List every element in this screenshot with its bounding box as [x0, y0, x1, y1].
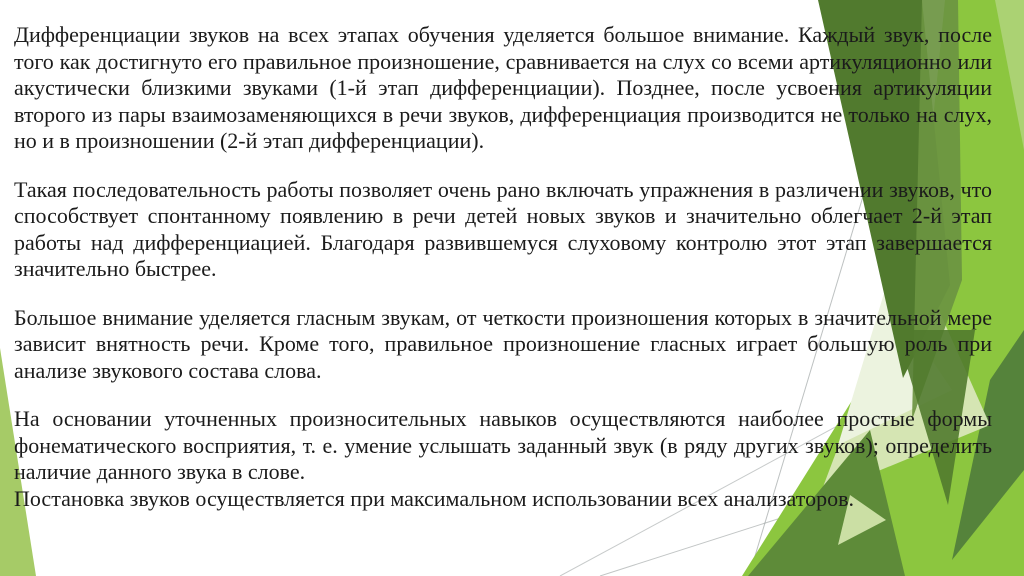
paragraph-phonemic-perception: На основании уточненных произносительных навыков осуществляются наиболее простые формы фонематического восприятия, т. е. умение услышать заданный звук (в ряду других звуков); определить наличие данного звука в слове. — [14, 406, 992, 484]
paragraph-differentiation-stages: Дифференциации звуков на всех этапах обучения уделяется большое внимание. Каждый звук, после того как достигнуто его правильное произношение, сравнивается на слух со всеми артикуляционно или акустически близкими звуками (1-й этап дифференциации). Позднее, после усвоения артикуляции второго из пары взаимозаменяющихся в речи звуков, дифференциация производится не только на слух, но и в произношении (2-й этап дифференциации). — [14, 22, 992, 153]
slide-body-text — [14, 22, 992, 512]
paragraph-sound-production: Постановка звуков осуществляется при максимальном использовании всех анализаторов. — [14, 485, 854, 511]
paragraph-vowel-attention: Большое внимание уделяется гласным звукам, от четкости произношения которых в значительной мере зависит внятность речи. Кроме того, правильное произношение гласных играет большую роль при анализе звукового состава слова. — [14, 304, 992, 383]
paragraph-work-sequence: Такая последовательность работы позволяет очень рано включать упражнения в различении звуков, что способствует спонтанному появлению в речи детей новых звуков и значительно облегчает 2-й этап работы над дифференциацией. Благодаря развившемуся слуховому контролю этот этап завершается значительно быстрее. — [14, 176, 992, 281]
